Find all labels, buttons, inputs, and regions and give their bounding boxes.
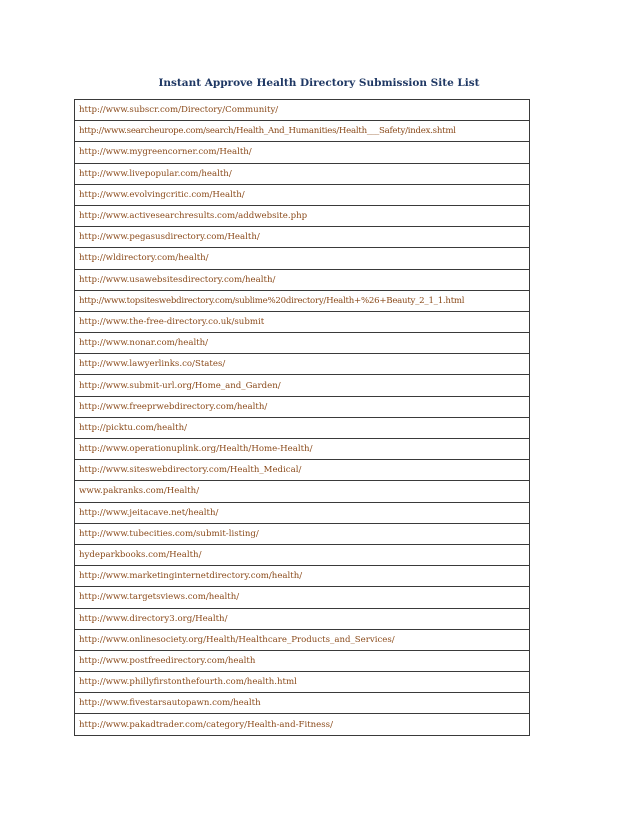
link-cell (75, 227, 530, 248)
link-text: http://www.onlinesociety.org/Health/Healthcare_Products_and_Services/ (79, 634, 395, 645)
link-text: http://www.usawebsitesdirectory.com/health/ (79, 274, 276, 285)
link-text: http://www.mygreencorner.com/Health/ (79, 147, 252, 158)
link-cell (75, 290, 530, 311)
link-text: http://www.topsiteswebdirectory.com/sublime%20directory/Health+%26+Beauty_2_1_1.html (79, 295, 465, 306)
table-row (75, 269, 530, 290)
table-row (75, 714, 530, 735)
table-row (75, 142, 530, 163)
table-row (75, 439, 530, 460)
table-row (75, 587, 530, 608)
link-cell (75, 629, 530, 650)
table-row (75, 163, 530, 184)
link-text: http://picktu.com/health/ (79, 422, 188, 433)
table-row (75, 693, 530, 714)
link-cell (75, 142, 530, 163)
document-title: Instant Approve Health Directory Submission Site List (158, 77, 480, 89)
link-cell (75, 248, 530, 269)
link-text: http://www.directory3.org/Health/ (79, 613, 228, 624)
table-row (75, 417, 530, 438)
link-text: http://www.fivestarsautopawn.com/health (79, 698, 261, 709)
link-text: http://www.operationuplink.org/Health/Home-Health/ (79, 444, 313, 455)
link-cell (75, 121, 530, 142)
link-table (74, 99, 530, 736)
link-cell (75, 502, 530, 523)
link-cell (75, 587, 530, 608)
link-cell (75, 439, 530, 460)
link-cell (75, 608, 530, 629)
table-row (75, 460, 530, 481)
link-cell (75, 311, 530, 332)
table-row (75, 354, 530, 375)
link-cell (75, 375, 530, 396)
link-text: http://www.pegasusdirectory.com/Health/ (79, 232, 260, 243)
table-row (75, 100, 530, 121)
table-row (75, 566, 530, 587)
link-text: http://www.nonar.com/health/ (79, 338, 209, 349)
link-cell (75, 693, 530, 714)
link-text: http://www.tubecities.com/submit-listing/ (79, 528, 259, 539)
table-row (75, 672, 530, 693)
link-cell (75, 417, 530, 438)
link-text: http://www.subscr.com/Directory/Community/ (79, 105, 279, 116)
table-row (75, 121, 530, 142)
table-row (75, 502, 530, 523)
link-text: http://www.activesearchresults.com/addwebsite.php (79, 211, 308, 222)
link-cell (75, 333, 530, 354)
table-row (75, 184, 530, 205)
link-text: http://www.phillyfirstonthefourth.com/health.html (79, 677, 297, 688)
link-text: http://www.jeitacave.net/health/ (79, 507, 219, 518)
link-text: http://www.livepopular.com/health/ (79, 168, 232, 179)
table-row (75, 290, 530, 311)
link-cell (75, 269, 530, 290)
link-cell (75, 396, 530, 417)
link-text: http://www.targetsviews.com/health/ (79, 592, 240, 603)
table-row (75, 629, 530, 650)
table-row (75, 375, 530, 396)
link-text: http://www.evolvingcritic.com/Health/ (79, 189, 245, 200)
table-row (75, 544, 530, 565)
link-text: http://www.freeprwebdirectory.com/health/ (79, 401, 268, 412)
link-text: http://www.lawyerlinks.co/States/ (79, 359, 226, 370)
link-cell (75, 100, 530, 121)
table-row (75, 608, 530, 629)
table-row (75, 481, 530, 502)
link-cell (75, 523, 530, 544)
table-row (75, 205, 530, 226)
link-cell (75, 205, 530, 226)
link-text: http://www.submit-url.org/Home_and_Garden/ (79, 380, 281, 391)
link-text: www.pakranks.com/Health/ (79, 486, 200, 497)
table-row (75, 650, 530, 671)
link-text: http://www.pakadtrader.com/category/Health-and-Fitness/ (79, 719, 333, 730)
table-row (75, 523, 530, 544)
table-row (75, 396, 530, 417)
link-text: http://www.searcheurope.com/search/Health_And_Humanities/Health___Safety/index.shtml (79, 126, 456, 137)
link-text: http://www.siteswebdirectory.com/Health_Medical/ (79, 465, 302, 476)
link-text: http://wldirectory.com/health/ (79, 253, 209, 264)
table-row (75, 311, 530, 332)
link-cell (75, 566, 530, 587)
link-text: hydeparkbooks.com/Health/ (79, 550, 202, 561)
table-row (75, 248, 530, 269)
link-text: http://www.marketinginternetdirectory.com/health/ (79, 571, 303, 582)
link-cell (75, 184, 530, 205)
link-cell (75, 354, 530, 375)
link-cell (75, 481, 530, 502)
table-row (75, 227, 530, 248)
link-text: http://www.the-free-directory.co.uk/submit (79, 316, 265, 327)
link-cell (75, 650, 530, 671)
link-cell (75, 544, 530, 565)
link-cell (75, 672, 530, 693)
link-cell (75, 714, 530, 735)
link-text: http://www.postfreedirectory.com/health (79, 655, 256, 666)
link-cell (75, 460, 530, 481)
link-cell (75, 163, 530, 184)
table-row (75, 333, 530, 354)
